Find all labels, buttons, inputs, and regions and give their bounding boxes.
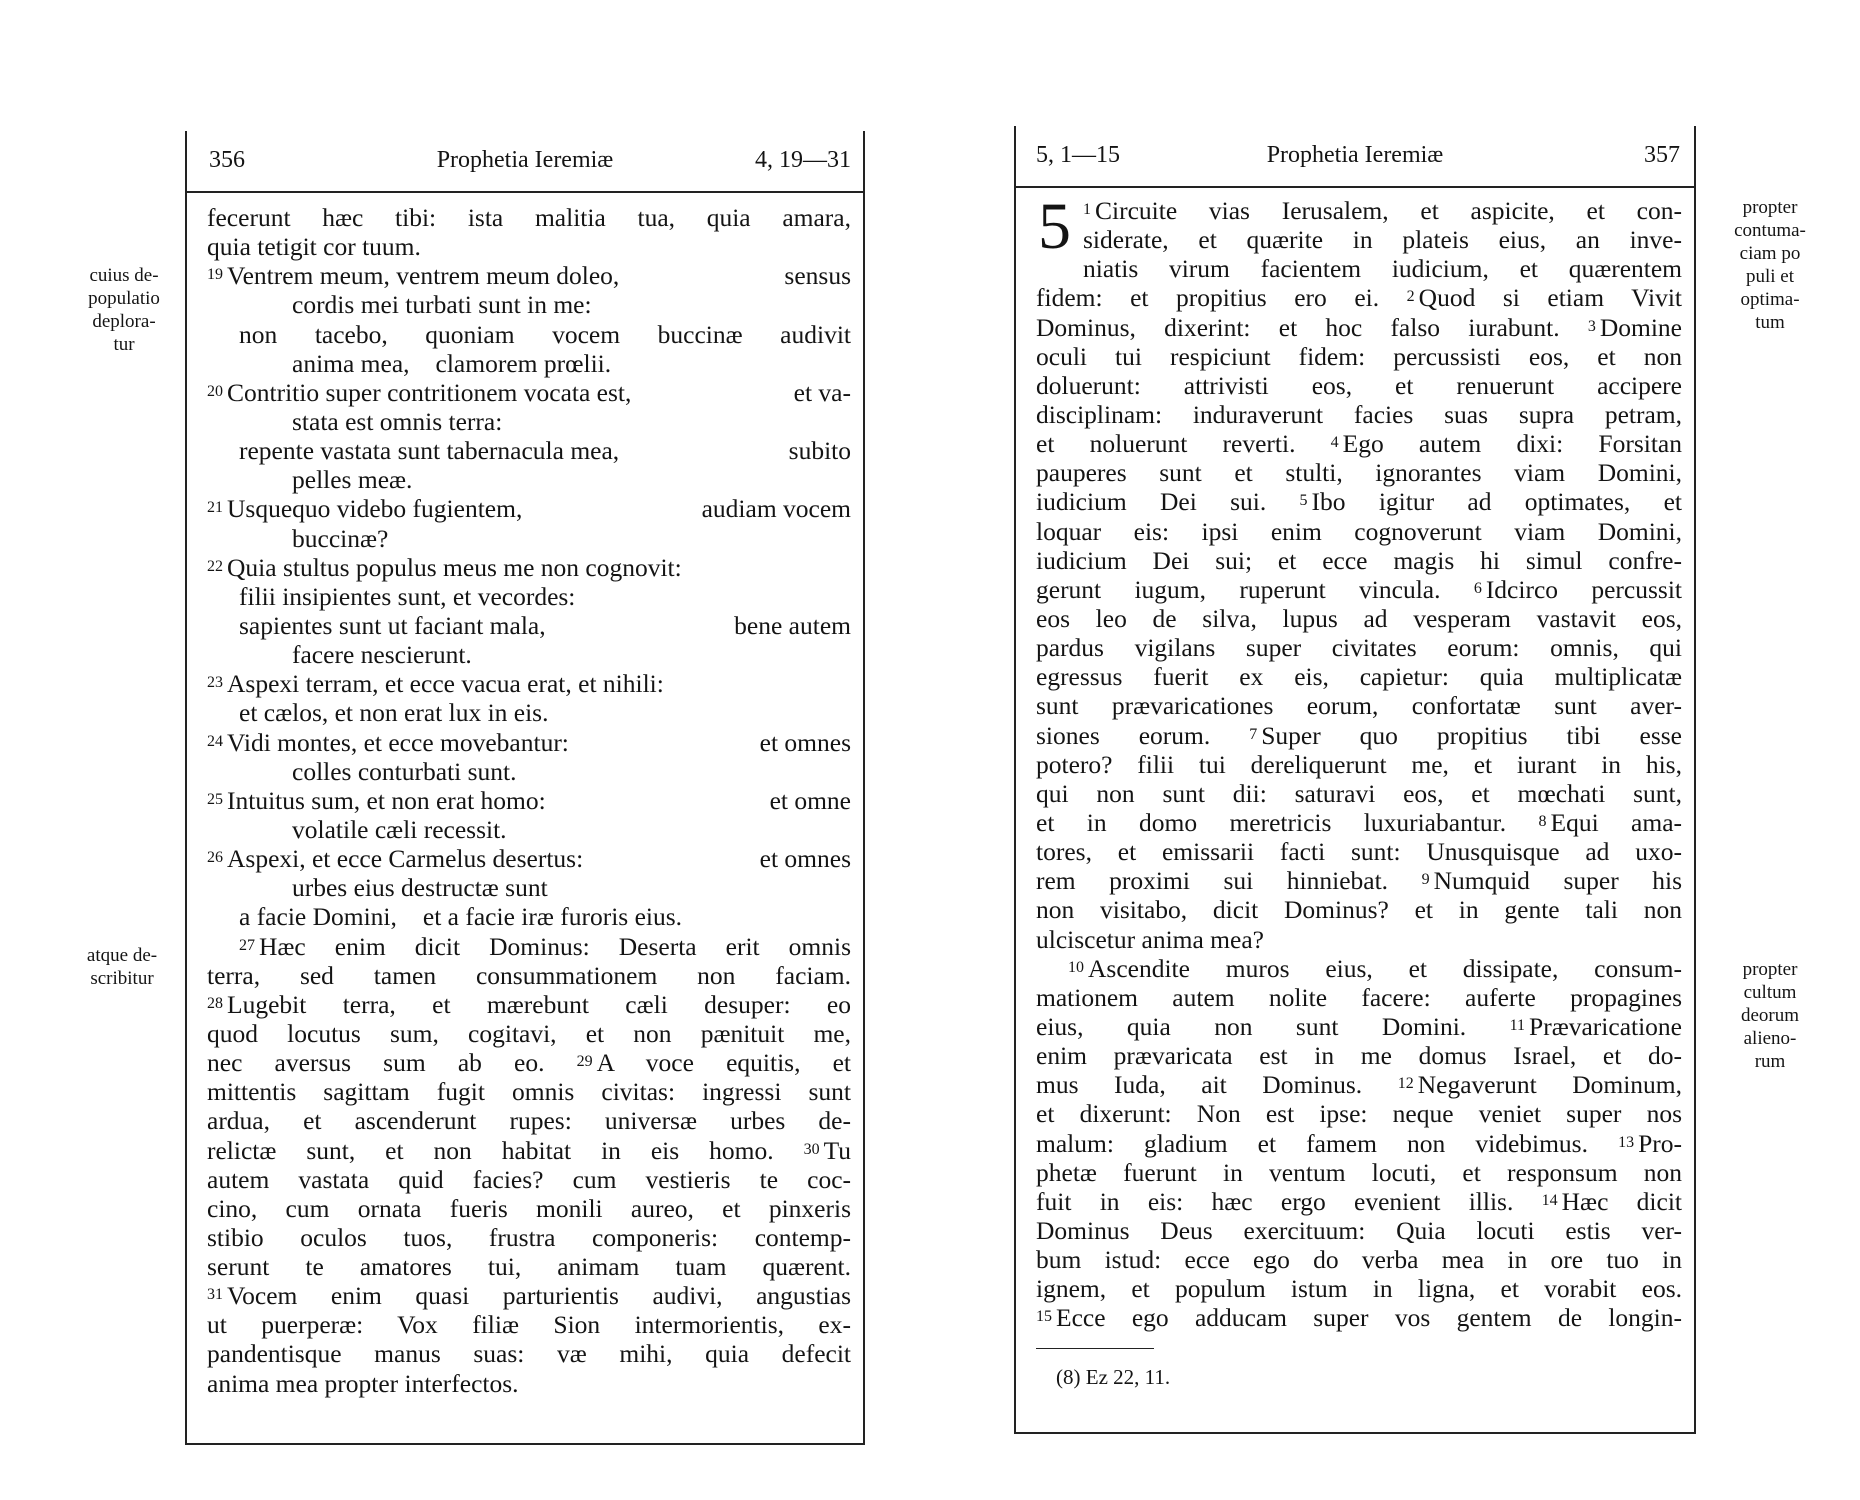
line-text: et a facie iræ furoris eius.: [422, 902, 683, 932]
margin-note: [62, 944, 182, 990]
line-text: non tacebo, quoniam vocem buccinæ audivit: [239, 319, 851, 349]
line-continuation: audiam vocem: [701, 494, 851, 524]
line-text: relictæ sunt, et non habitat in eis homo.: [207, 1135, 774, 1165]
text-line: [207, 1165, 851, 1194]
text-line: [1036, 691, 1682, 720]
text-line: [207, 961, 851, 990]
text-line: [207, 1194, 851, 1223]
line-continuation: et va-: [793, 377, 851, 407]
line-text: Aspexi terram, et ecce vacua erat, et nihili:: [227, 669, 664, 699]
line-text: quod locutus sum, cogitavi, et non pænituit me,: [207, 1018, 851, 1048]
verse-number: 12: [1397, 1075, 1414, 1093]
margin-note-line: cuius de-: [89, 265, 159, 286]
text-line: [1036, 546, 1682, 575]
text-line: [1036, 400, 1682, 429]
line-text: Usquequo videbo fugientem,: [227, 494, 523, 524]
text-line: [207, 407, 851, 436]
line-text: filii insipientes sunt, et vecordes:: [239, 581, 576, 611]
line-text: Aspexi, et ecce Carmelus desertus:: [227, 844, 584, 874]
text-line: [1036, 779, 1682, 808]
text-line: [207, 1223, 851, 1252]
text-line: [1036, 1158, 1682, 1187]
text-line: [207, 494, 851, 523]
verse-number: 20: [207, 382, 223, 400]
page-header: [1016, 126, 1694, 188]
line-text: loquar eis: ipsi enim cognoverunt viam Domini,: [1036, 516, 1682, 546]
line-text: et dixerunt: Non est ipse: neque veniet super nos: [1036, 1099, 1682, 1129]
line-continuation: et omnes: [759, 844, 851, 874]
text-line: [1036, 925, 1682, 954]
text-line: [1036, 808, 1682, 837]
line-text: Domine: [1599, 312, 1682, 342]
line-text: egressus fuerit ex eis, capietur: quia multiplicatæ: [1036, 662, 1682, 692]
line-text: Ecce ego adducam super vos gentem de longin-: [1056, 1303, 1682, 1333]
verse-number: 2: [1406, 288, 1415, 306]
line-text: stata est omnis terra:: [292, 406, 503, 436]
chapter-number: 5: [1038, 190, 1071, 263]
line-text: Contritio super contritionem vocata est,: [227, 377, 632, 407]
verse-number: 31: [207, 1286, 223, 1304]
margin-note: [1710, 196, 1830, 334]
margin-note-line: propter: [1742, 197, 1798, 218]
line-text: fidem: et propitius ero ei.: [1036, 283, 1380, 313]
line-main: [239, 611, 546, 640]
line-text: anima mea,: [292, 348, 410, 378]
line-text: buccinæ?: [292, 523, 389, 553]
line-text: colles conturbati sunt.: [292, 756, 517, 786]
text-line: [207, 844, 851, 873]
text-line: [1036, 1245, 1682, 1274]
line-text: disciplinam: induraverunt facies suas supra petram,: [1036, 399, 1682, 429]
line-text: Dominus, dixerint: et hoc falso iurabunt.: [1036, 312, 1560, 342]
line-continuation: subito: [788, 436, 851, 466]
line-continuation: et omnes: [759, 727, 851, 757]
line-text: potero? filii tui dereliquerunt me, et iurant in his,: [1036, 749, 1682, 779]
text-line: [207, 582, 851, 611]
line-text: pauperes sunt et stulti, ignorantes viam Domini,: [1036, 458, 1682, 488]
verse-number: 8: [1538, 812, 1547, 830]
verse-number: 29: [576, 1053, 593, 1071]
verse-number: 13: [1618, 1133, 1635, 1151]
text-line: [207, 873, 851, 902]
line-text: qui non sunt dii: saturavi eos, et mœchati sunt,: [1036, 778, 1682, 808]
verse-number: 22: [207, 557, 223, 575]
line-text: eos leo de silva, lupus ad vesperam vastavit eos,: [1036, 603, 1682, 633]
text-line: [1036, 517, 1682, 546]
margin-note-line: propter: [1742, 959, 1798, 980]
verse-number: 27: [239, 936, 255, 954]
margin-note-line: cultum: [1743, 982, 1797, 1003]
verse-number: 23: [207, 674, 223, 692]
line-text: ardua, et ascenderunt rupes: universæ urbes de-: [207, 1106, 851, 1136]
line-text: Tu: [823, 1135, 851, 1165]
chapter-verse-reference: 4, 19—31: [755, 147, 851, 173]
margin-note-line: optima-: [1740, 289, 1800, 310]
margin-note-line: scribitur: [90, 968, 154, 989]
text-line: [207, 640, 851, 669]
text-line: [1036, 283, 1682, 312]
text-line: [1036, 487, 1682, 516]
text-line: [1036, 1129, 1682, 1158]
verse-number: 25: [207, 790, 223, 808]
page-number: 356: [209, 147, 245, 173]
text-line: [1036, 575, 1682, 604]
text-line: [207, 611, 851, 640]
line-text: niatis virum facientem iudicium, et quærentem: [1083, 254, 1682, 284]
line-text: eius, quia non sunt Domini.: [1036, 1011, 1467, 1041]
line-text: Circuite vias Ierusalem, et aspicite, et con-: [1095, 196, 1682, 225]
text-column: [1036, 190, 1683, 1390]
verse-number: 10: [1068, 958, 1084, 976]
verse-number: 6: [1473, 579, 1482, 597]
text-line: [207, 232, 851, 261]
text-line: [207, 1369, 851, 1398]
line-text: urbes eius destructæ sunt: [292, 873, 548, 903]
line-text: Vidi montes, et ecce movebantur:: [227, 727, 569, 757]
line-text: gerunt iugum, ruperunt vincula.: [1036, 574, 1441, 604]
line-text: mationem autem nolite facere: auferte propagines: [1036, 982, 1682, 1012]
text-line: [1036, 458, 1682, 487]
line-text: clamorem prœlii.: [435, 348, 612, 378]
line-text: phetæ fuerunt in ventum locuti, et responsum non: [1036, 1157, 1682, 1187]
line-text: enim prævaricata est in me domus Israel, et do-: [1036, 1041, 1682, 1071]
line-text: sapientes sunt ut faciant mala,: [239, 610, 546, 640]
text-line: [1036, 837, 1682, 866]
text-line: [207, 728, 851, 757]
chapter-verse-reference: 5, 1—15: [1036, 142, 1120, 168]
line-text: oculi tui respiciunt fidem: percussisti eos, et non: [1036, 341, 1682, 371]
text-line: [207, 757, 851, 786]
text-line: [207, 1281, 851, 1310]
verse-number: 5: [1299, 492, 1308, 510]
line-text: siones eorum.: [1036, 720, 1211, 750]
text-line: [207, 349, 851, 378]
line-text: iudicium Dei sui; et ecce magis hi simul confre-: [1036, 545, 1682, 575]
line-text: repente vastata sunt tabernacula mea,: [239, 436, 620, 466]
text-line: [1036, 1012, 1682, 1041]
verse-number: 30: [803, 1140, 820, 1158]
page-header: [187, 131, 863, 193]
text-line: [207, 932, 851, 961]
line-text: doluerunt: attrivisti eos, et renuerunt accipere: [1036, 370, 1682, 400]
line-text: quia tetigit cor tuum.: [207, 232, 421, 262]
margin-note-line: tum: [1755, 312, 1785, 333]
line-text: iudicium Dei sui.: [1036, 487, 1267, 517]
text-line: [207, 815, 851, 844]
line-text: Super quo propitius tibi esse: [1261, 720, 1682, 750]
line-text: Prævaricatione: [1529, 1011, 1682, 1041]
verse-number: 7: [1249, 725, 1258, 743]
margin-note-line: puli et: [1745, 266, 1795, 287]
line-continuation: bene autem: [734, 610, 851, 640]
margin-note-line: ciam po: [1739, 243, 1801, 264]
text-line: [1036, 371, 1682, 400]
text-line: [1036, 721, 1682, 750]
margin-note-line: atque de-: [86, 945, 158, 966]
text-line: [1036, 313, 1682, 342]
line-text: Quod si etiam Vivit: [1418, 283, 1682, 313]
text-line: [1036, 954, 1682, 983]
line-text: anima mea propter interfectos.: [207, 1368, 519, 1398]
line-text: fuit in eis: hæc ergo evenient illis.: [1036, 1186, 1514, 1216]
line-text: rem proximi sui hinniebat.: [1036, 866, 1389, 896]
text-line: [1036, 662, 1682, 691]
text-line: [207, 1048, 851, 1077]
text-line: [207, 990, 851, 1019]
text-line: [207, 1019, 851, 1048]
text-line: [207, 698, 851, 727]
line-text: nec aversus sum ab eo.: [207, 1048, 545, 1078]
verse-number: 24: [207, 732, 223, 750]
text-line: [1036, 342, 1682, 371]
line-text: Ascendite muros eius, et dissipate, consum-: [1088, 953, 1682, 983]
text-line: [207, 465, 851, 494]
text-line: [1036, 1099, 1682, 1128]
line-text: bum istud: ecce ego do verba mea in ore tuo in: [1036, 1245, 1682, 1275]
line-continuation: sensus: [784, 261, 851, 291]
line-text: Idcirco percussit: [1485, 574, 1682, 604]
text-line: [1036, 196, 1682, 225]
line-text: terra, sed tamen consummationem non faciam.: [207, 960, 851, 990]
text-line: [1036, 1041, 1682, 1070]
text-line: [1036, 866, 1682, 895]
verse-number: 19: [207, 266, 223, 284]
line-text: Vocem enim quasi parturientis audivi, angustias: [227, 1281, 851, 1311]
line-text: et cælos, et non erat lux in eis.: [239, 698, 549, 728]
verse-number: 14: [1541, 1191, 1558, 1209]
line-text: Equi ama-: [1550, 807, 1682, 837]
text-line: [207, 1310, 851, 1339]
text-line: [1036, 254, 1682, 283]
text-column: [207, 203, 851, 1398]
line-text: Pro-: [1638, 1128, 1682, 1158]
text-line: [1036, 1303, 1682, 1332]
line-main: [239, 436, 619, 465]
line-text: ulciscetur anima mea?: [1036, 924, 1264, 954]
text-line: [207, 1339, 851, 1368]
text-line: [207, 553, 851, 582]
line-text: Dominus Deus exercituum: Quia locuti estis ver-: [1036, 1215, 1682, 1245]
text-line: [207, 669, 851, 698]
text-line: [207, 1077, 851, 1106]
text-line: [1036, 225, 1682, 254]
margin-note-line: tur: [113, 334, 135, 355]
line-text: fecerunt hæc tibi: ista malitia tua, quia amara,: [207, 203, 851, 232]
line-text: tores, et emissarii facti sunt: Unusquisque ad uxo-: [1036, 837, 1682, 867]
line-text: cordis mei turbati sunt in me:: [292, 290, 592, 320]
line-text: serunt te amatores tui, animam tuam quærent.: [207, 1252, 851, 1282]
line-text: a facie Domini,: [239, 902, 397, 932]
line-text: Ego autem dixi: Forsitan: [1342, 429, 1682, 459]
line-text: cino, cum ornata fueris monili aureo, et pinxeris: [207, 1193, 851, 1223]
verse-number: 3: [1587, 317, 1596, 335]
line-main: [207, 844, 583, 873]
line-main: [207, 786, 546, 815]
text-line: [207, 524, 851, 553]
margin-note-line: contuma-: [1734, 220, 1806, 241]
text-line: [207, 1252, 851, 1281]
margin-note-line: populatio: [88, 288, 160, 309]
line-text: Negaverunt Dominum,: [1417, 1070, 1682, 1100]
text-line: [207, 261, 851, 290]
verse-number: 4: [1330, 434, 1339, 452]
text-line: [1036, 633, 1682, 662]
verse-number: 15: [1036, 1308, 1052, 1326]
line-text: mittentis sagittam fugit omnis civitas: ingressi sunt: [207, 1077, 851, 1107]
page-number: 357: [1644, 142, 1680, 168]
text-line: [207, 436, 851, 465]
running-title: Prophetia Ieremiæ: [436, 147, 614, 173]
text-line: [1036, 750, 1682, 779]
text-line: [1036, 604, 1682, 633]
text-line: [207, 1136, 851, 1165]
verse-number: 28: [207, 994, 223, 1012]
text-line: [207, 902, 851, 931]
verse-number: 1: [1083, 201, 1091, 218]
text-line: [1036, 429, 1682, 458]
line-text: Numquid super his: [1433, 866, 1683, 896]
text-line: [1036, 1274, 1682, 1303]
line-text: ignem, et populum istum in ligna, et vorabit eos.: [1036, 1274, 1682, 1304]
line-text: volatile cæli recessit.: [292, 814, 507, 844]
footnote: (8) Ez 22, 11.: [1056, 1365, 1171, 1390]
text-line: [207, 378, 851, 407]
text-line: [1036, 1070, 1682, 1099]
margin-note-line: deplora-: [92, 311, 156, 332]
left-page: [185, 131, 865, 1445]
text-line: [1036, 895, 1682, 924]
line-main: [207, 494, 522, 523]
line-text: et in domo meretricis luxuriabantur.: [1036, 807, 1507, 837]
line-main: [207, 378, 631, 407]
line-text: non visitabo, dicit Dominus? et in gente tali non: [1036, 895, 1682, 925]
line-text: Hæc dicit: [1561, 1186, 1682, 1216]
running-title: Prophetia Ieremiæ: [1266, 142, 1444, 168]
line-text: Hæc enim dicit Dominus: Deserta erit omnis: [259, 931, 851, 961]
verse-number: 21: [207, 499, 223, 517]
line-text: Lugebit terra, et mærebunt cæli desuper: eo: [227, 989, 851, 1019]
right-page: [1014, 126, 1696, 1434]
text-line: [1036, 1216, 1682, 1245]
line-text: ut puerperæ: Vox filiæ Sion intermorientis, ex-: [207, 1310, 851, 1340]
margin-note-line: rum: [1754, 1051, 1786, 1072]
line-text: pandentisque manus suas: væ mihi, quia defecit: [207, 1339, 851, 1369]
line-text: sunt prævaricationes eorum, confortatæ sunt aver-: [1036, 691, 1682, 721]
line-main: [207, 728, 569, 757]
text-line: [207, 203, 851, 232]
line-text: stibio oculos tuos, frustra componeris: contemp-: [207, 1222, 851, 1252]
margin-note: [64, 264, 184, 356]
line-text: Intuitus sum, et non erat homo:: [227, 785, 546, 815]
margin-note: [1710, 958, 1830, 1073]
verse-number: 26: [207, 849, 223, 867]
line-text: Ventrem meum, ventrem meum doleo,: [227, 261, 620, 291]
text-line: [1036, 1187, 1682, 1216]
line-text: Ibo igitur ad optimates, et: [1311, 487, 1683, 517]
line-text: Quia stultus populus meus me non cognovit:: [227, 552, 682, 582]
line-text: pardus vigilans super civitates eorum: omnis, qui: [1036, 633, 1682, 663]
line-text: A voce equitis, et: [596, 1048, 852, 1078]
line-text: pelles meæ.: [292, 465, 413, 495]
text-line: [207, 320, 851, 349]
line-text: malum: gladium et famem non videbimus.: [1036, 1128, 1588, 1158]
margin-note-line: alieno-: [1743, 1028, 1797, 1049]
text-line: [207, 290, 851, 319]
line-continuation: et omne: [769, 785, 851, 815]
line-text: mus Iuda, ait Dominus.: [1036, 1070, 1363, 1100]
text-line: [1036, 983, 1682, 1012]
margin-note-line: deorum: [1740, 1005, 1800, 1026]
line-text: autem vastata quid facies? cum vestieris te coc-: [207, 1164, 851, 1194]
verse-number: 9: [1421, 871, 1430, 889]
text-line: [207, 1106, 851, 1135]
line-main: [207, 261, 619, 290]
line-text: et noluerunt reverti.: [1036, 429, 1296, 459]
line-text: facere nescierunt.: [292, 640, 472, 670]
footnote-rule: [1036, 1348, 1154, 1349]
text-line: [207, 786, 851, 815]
verse-number: 11: [1509, 1016, 1526, 1034]
line-text: siderate, et quærite in plateis eius, an inve-: [1083, 225, 1682, 255]
